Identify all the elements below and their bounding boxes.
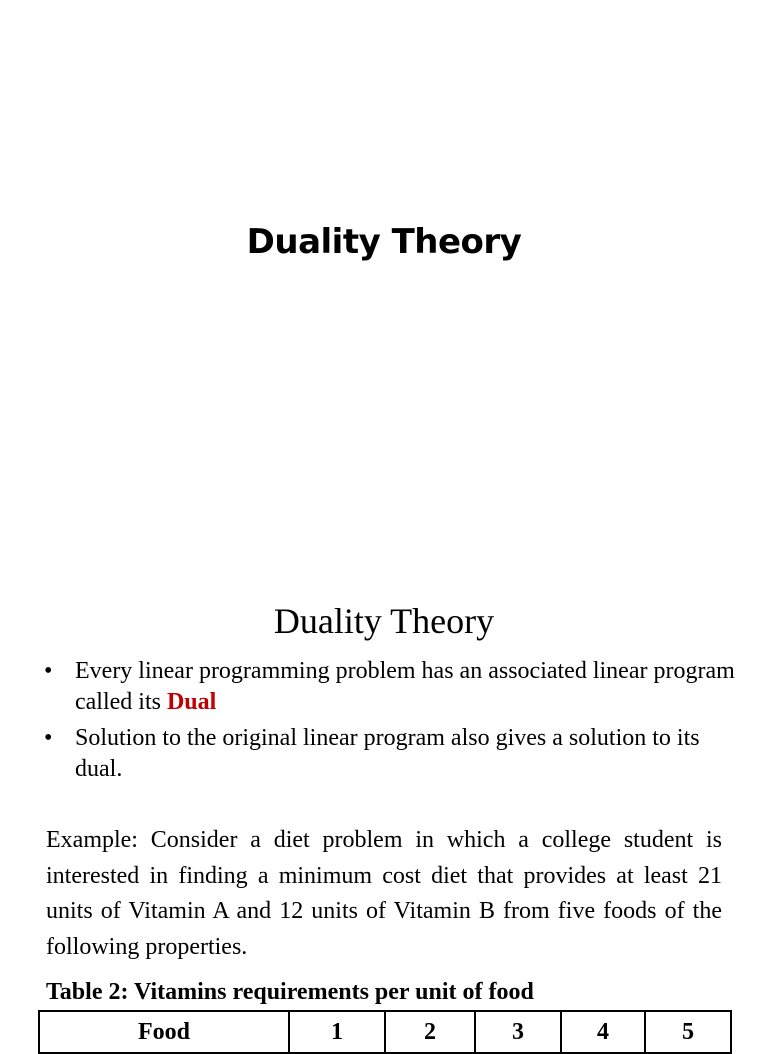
table-header-cell: 4 <box>561 1011 645 1053</box>
slide2-title: Duality Theory <box>273 601 495 641</box>
bullet-icon: • <box>44 725 53 751</box>
slide1-title: Duality Theory <box>246 222 522 262</box>
bullet-item <box>44 723 744 785</box>
bullet-item <box>44 656 744 718</box>
bullet-list <box>44 656 744 790</box>
table-header-cell: Food <box>39 1011 289 1053</box>
bullet-text: Solution to the original linear program also gives a solution to its dual. <box>75 725 700 782</box>
table-header-cell: 2 <box>385 1011 475 1053</box>
table-header-cell: 1 <box>289 1011 385 1053</box>
vitamins-table <box>38 1010 732 1054</box>
bullet-text: Every linear programming problem has an associated linear program called its <box>75 658 735 715</box>
table-header-cell: 3 <box>475 1011 561 1053</box>
example-paragraph: Example: Consider a diet problem in which a college student is interested in finding a minimum cost diet that provides at least 21 units of Vitamin A and 12 units of Vitamin B from five foods of the following properties. <box>46 827 722 960</box>
table-header-cell: 5 <box>645 1011 731 1053</box>
bullet-icon: • <box>44 658 53 684</box>
dual-highlight: Dual <box>166 689 217 715</box>
table-header-row <box>39 1011 731 1053</box>
table-caption: Table 2: Vitamins requirements per unit of food <box>46 979 534 1005</box>
